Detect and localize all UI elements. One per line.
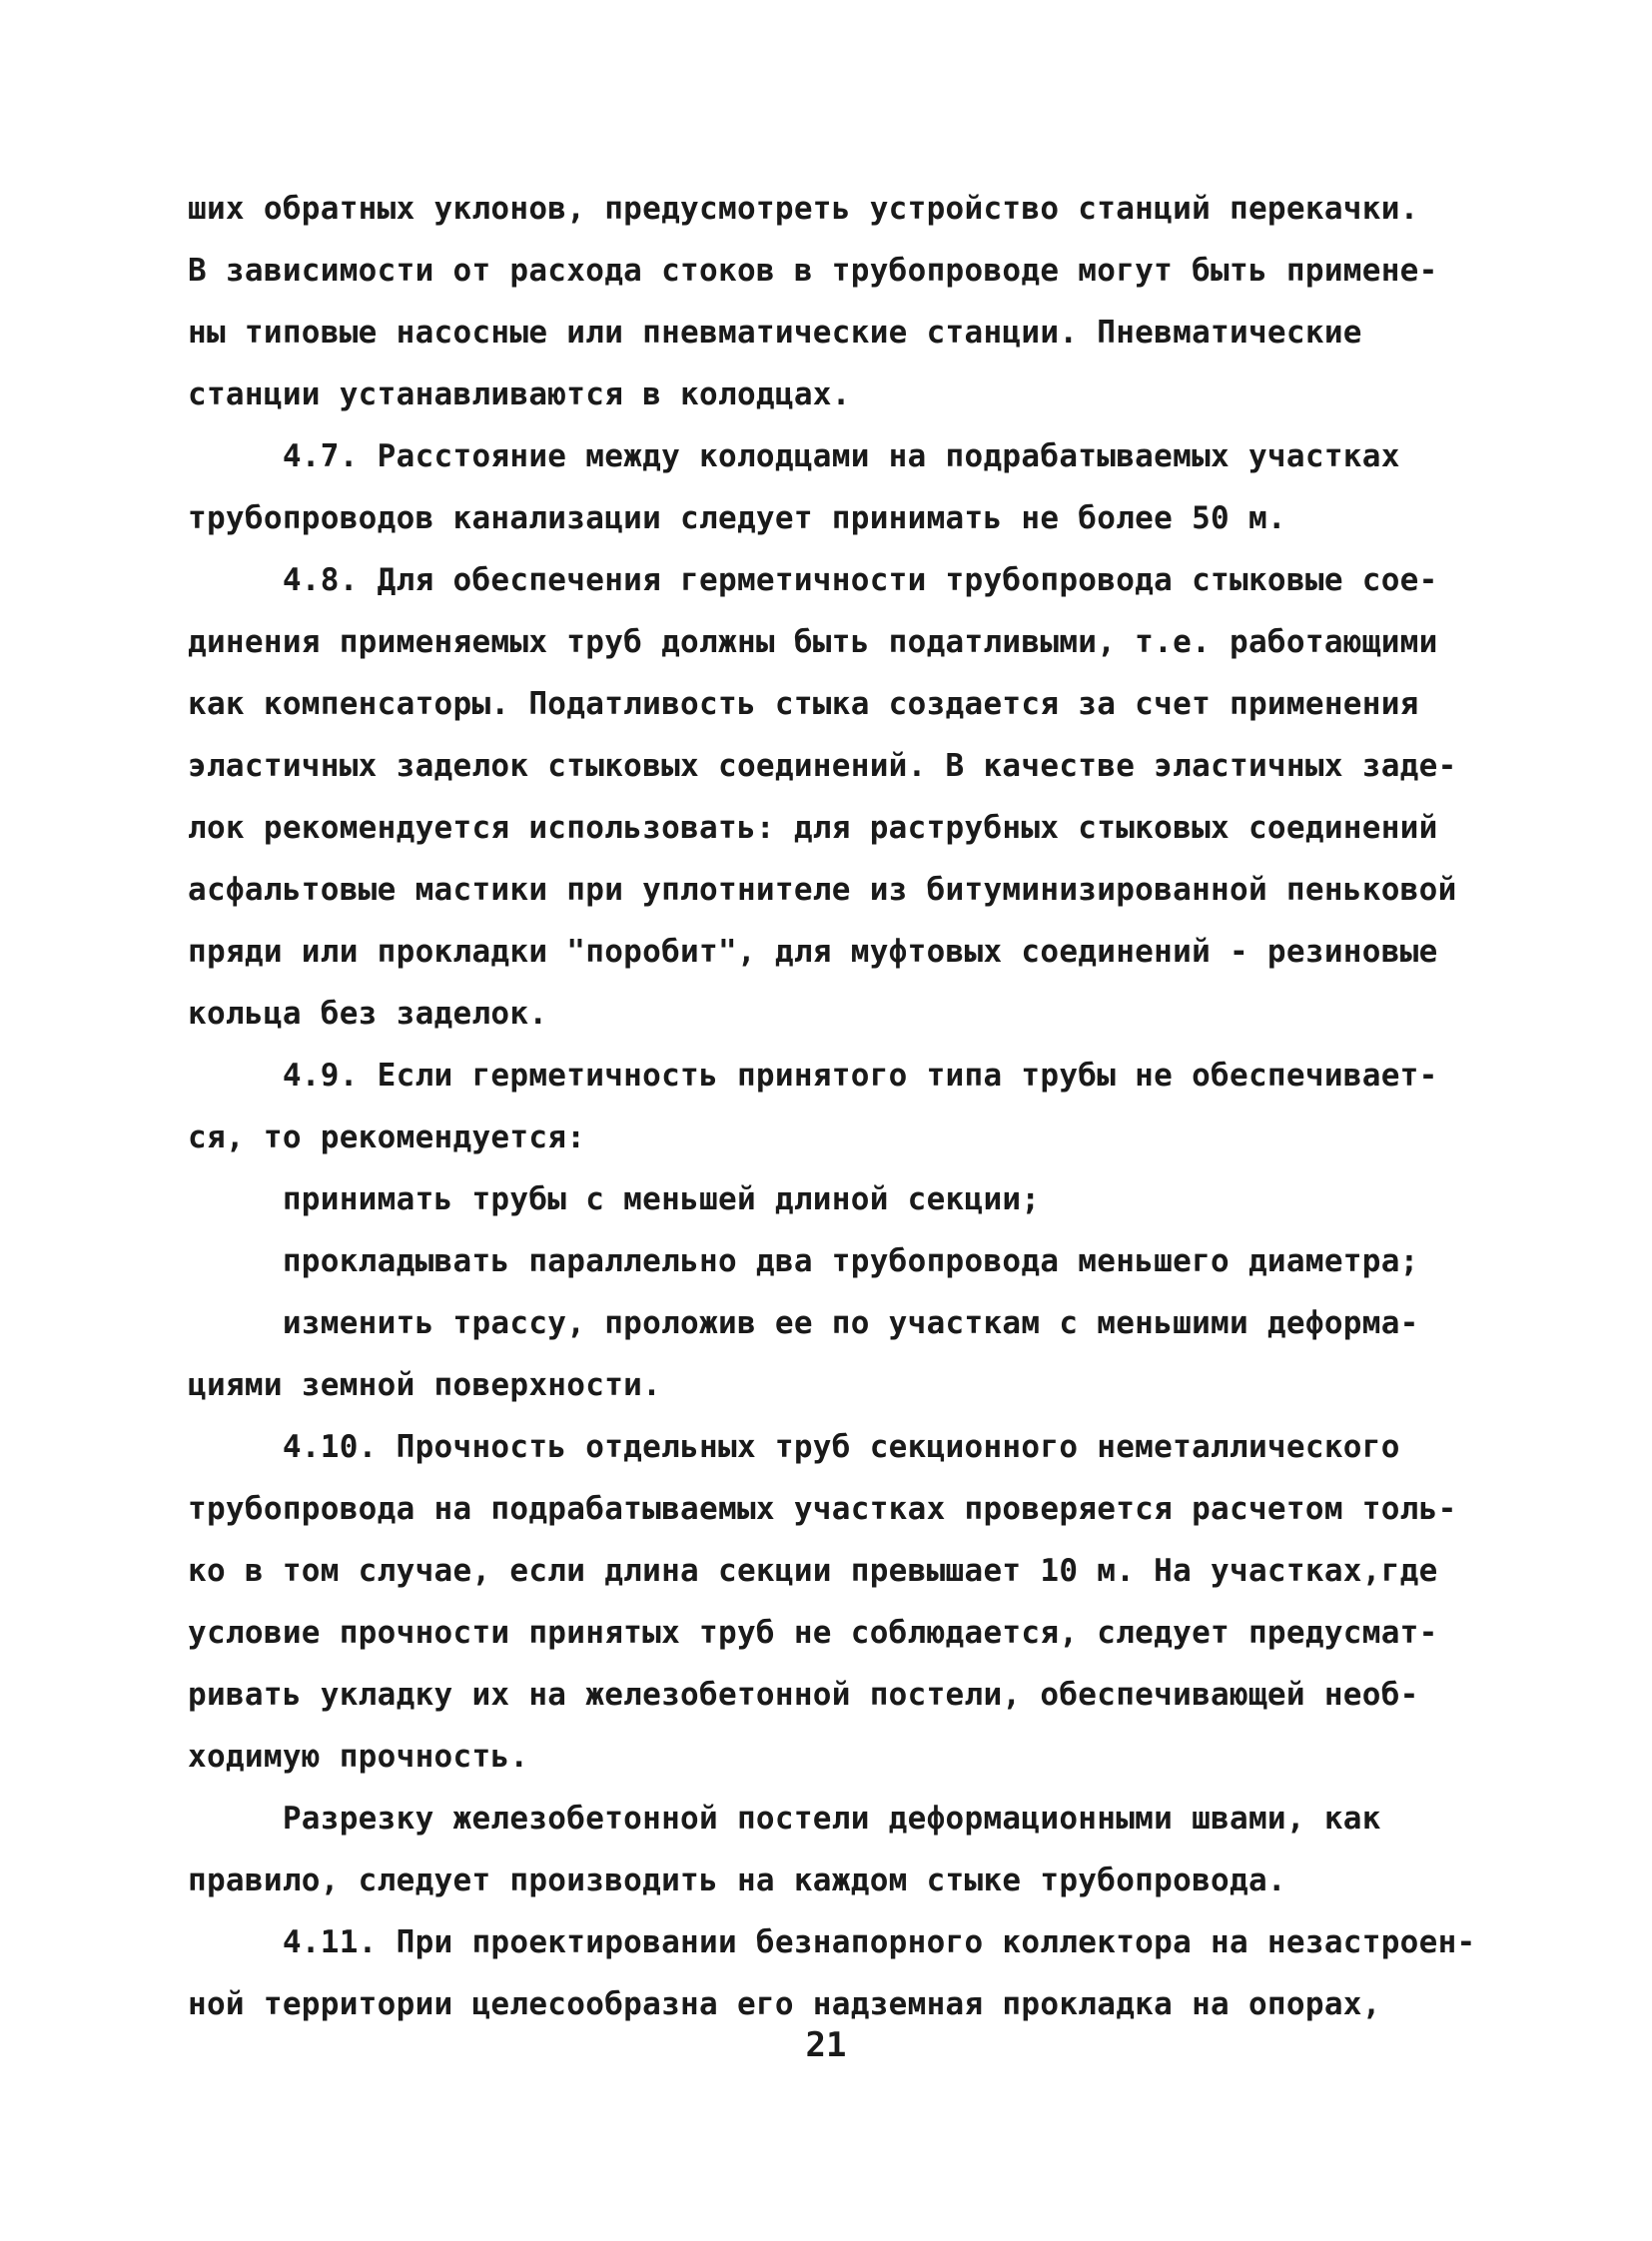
section-4-10-heading-line: 4.10. Прочность отдельных труб секционного неметаллического	[188, 1429, 1400, 1465]
text-line: трубопроводов канализации следует принимать не более 50 м.	[188, 500, 1286, 536]
text-line: условие прочности принятых труб не соблюдается, следует предусмат-	[188, 1615, 1438, 1651]
text-line: В зависимости от расхода стоков в трубопроводе могут быть примене-	[188, 253, 1438, 289]
section-4-9-heading-line: 4.9. Если герметичность принятого типа трубы не обеспечивает-	[188, 1058, 1438, 1094]
page-number: 21	[805, 2025, 847, 2065]
section-4-8-heading-line: 4.8. Для обеспечения герметичности трубопровода стыковые сое-	[188, 562, 1438, 598]
recommendation-item: принимать трубы с меньшей длиной секции;	[188, 1181, 1041, 1217]
text-line: ко в том случае, если длина секции превышает 10 м. На участках,где	[188, 1553, 1438, 1589]
section-4-11-heading-line: 4.11. При проектировании безнапорного коллектора на незастроен-	[188, 1924, 1476, 1960]
text-line: ходимую прочность.	[188, 1739, 529, 1775]
text-line: правило, следует производить на каждом стыке трубопровода.	[188, 1863, 1286, 1898]
text-line: кольца без заделок.	[188, 996, 548, 1032]
text-line: эластичных заделок стыковых соединений. В качестве эластичных заде-	[188, 748, 1457, 784]
text-line: трубопровода на подрабатываемых участках проверяется расчетом толь-	[188, 1491, 1457, 1527]
text-line: ся, то рекомендуется:	[188, 1120, 586, 1155]
section-4-7-heading-line: 4.7. Расстояние между колодцами на подрабатываемых участках	[188, 438, 1400, 474]
text-line: пряди или прокладки "поробит", для муфтовых соединений - резиновые	[188, 934, 1438, 970]
text-line: как компенсаторы. Податливость стыка создается за счет применения	[188, 686, 1419, 722]
paragraph-first-line: Разрезку железобетонной постели деформационными швами, как	[188, 1801, 1381, 1837]
document-body	[188, 178, 1476, 2035]
text-line: станции устанавливаются в колодцах.	[188, 376, 851, 412]
text-line: лок рекомендуется использовать: для раструбных стыковых соединений	[188, 810, 1438, 846]
recommendation-item: прокладывать параллельно два трубопровода меньшего диаметра;	[188, 1243, 1419, 1279]
text-line: асфальтовые мастики при уплотнителе из битуминизированной пеньковой	[188, 872, 1457, 908]
text-line: ны типовые насосные или пневматические станции. Пневматические	[188, 315, 1362, 351]
text-line: ной территории целесообразна его надземная прокладка на опорах,	[188, 1986, 1381, 2022]
text-line: ривать укладку их на железобетонной постели, обеспечивающей необ-	[188, 1677, 1419, 1713]
recommendation-item: изменить трассу, проложив ее по участкам с меньшими деформа-	[188, 1305, 1419, 1341]
text-line: ших обратных уклонов, предусмотреть устройство станций перекачки.	[188, 191, 1419, 227]
text-line: циями земной поверхности.	[188, 1367, 662, 1403]
text-line: динения применяемых труб должны быть податливыми, т.е. работающими	[188, 624, 1438, 660]
